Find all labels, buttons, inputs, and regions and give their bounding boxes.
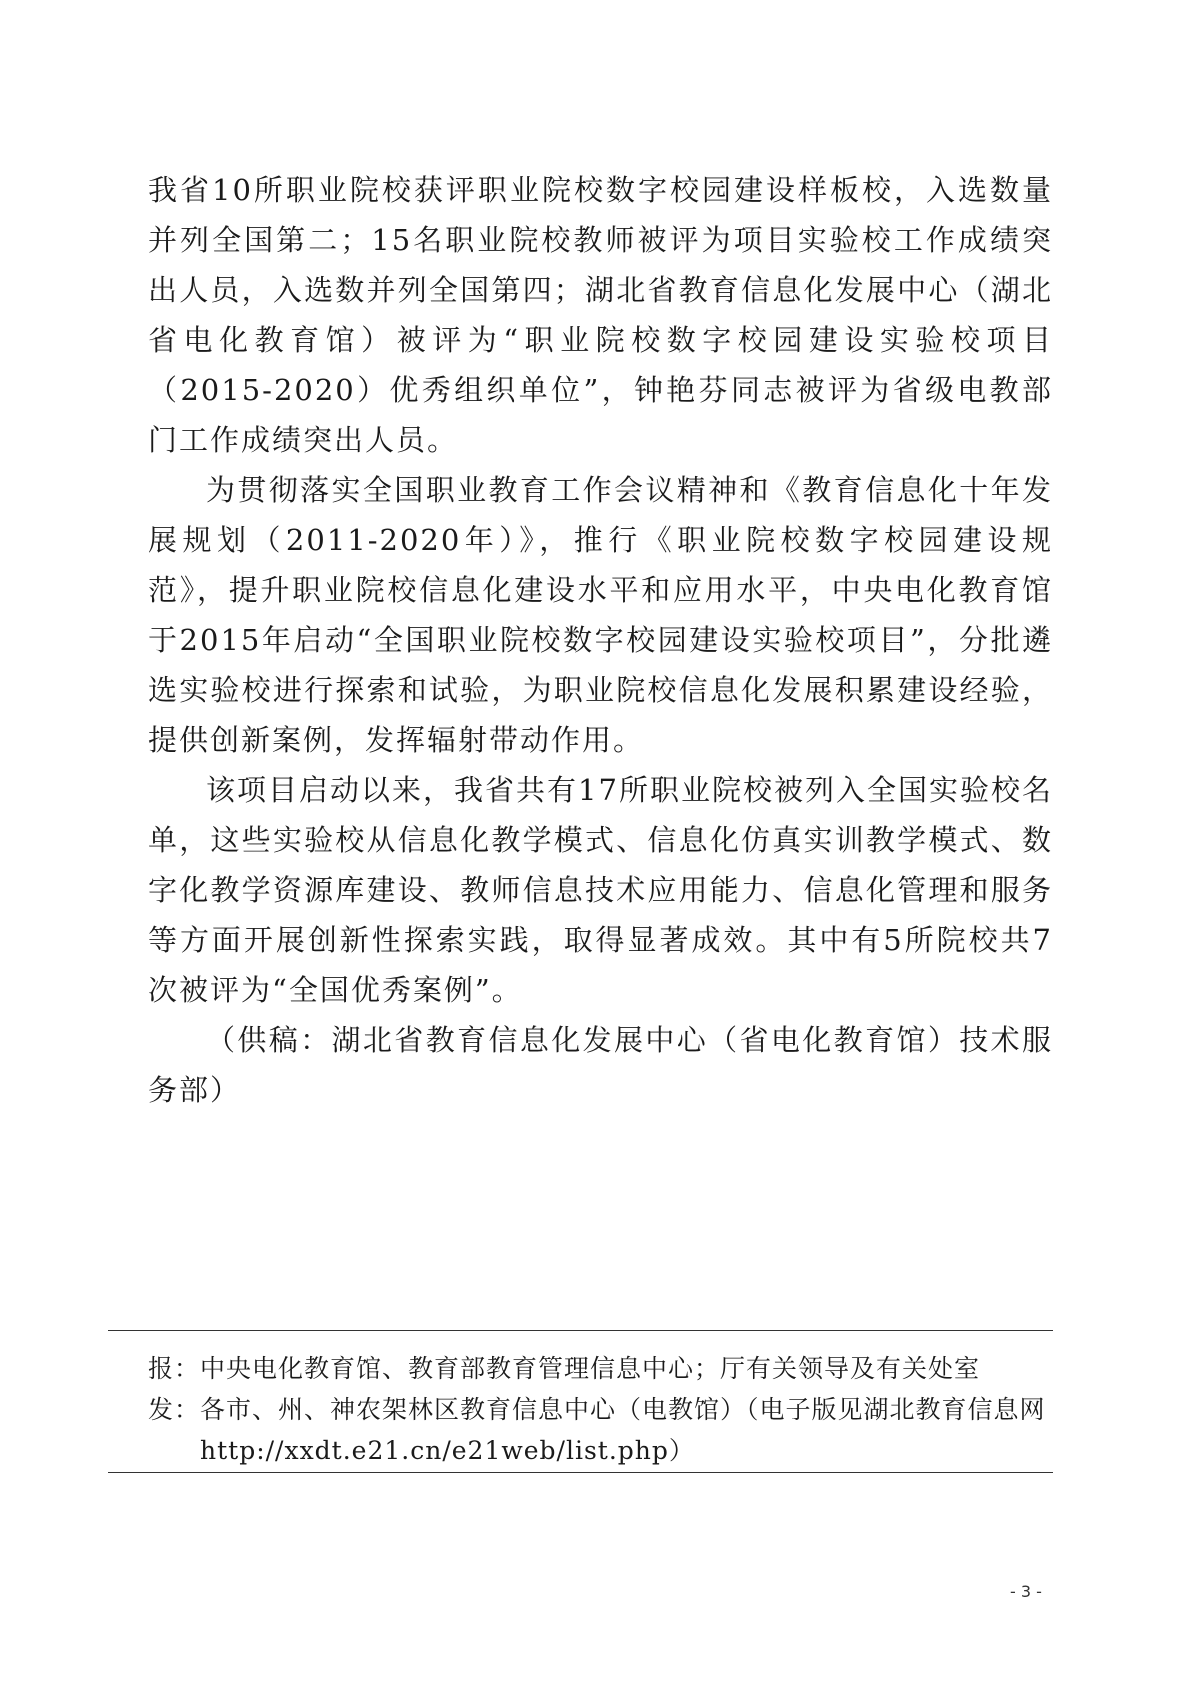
paragraph-awards: 我省10所职业院校获评职业院校数字校园建设样板校，入选数量并列全国第二；15名职业院校教师被评为项目实验校工作成绩突出人员，入选数并列全国第四；湖北省教育信息化发展中心（湖北省电化教育馆）被评为“职业院校数字校园建设实验校项目（2015-2020）优秀组织单位”，钟艳芬同志被评为省级电教部门工作成绩突出人员。 [148,173,1053,457]
report-to-line: 报：中央电化教育馆、教育部教育管理信息中心；厅有关领导及有关处室 [148,1354,981,1383]
page-number: - 3 - [1010,1582,1042,1601]
distribution-block [148,1348,1053,1471]
paragraph-background: 为贯彻落实全国职业教育工作会议精神和《教育信息化十年发展规划（2011-2020年）》，推行《职业院校数字校园建设规范》，提升职业院校信息化建设水平和应用水平，中央电化教育馆于2015年启动“全国职业院校数字校园建设实验校项目”，分批遴选实验校进行探索和试验，为职业院校信息化发展积累建设经验，提供创新案例，发挥辐射带动作用。 [148,473,1053,757]
paragraph-results: 该项目启动以来，我省共有17所职业院校被列入全国实验校名单，这些实验校从信息化教学模式、信息化仿真实训教学模式、数字化教学资源库建设、教师信息技术应用能力、信息化管理和服务等方面开展创新性探索实践，取得显著成效。其中有5所院校共7次被评为“全国优秀案例”。 [148,773,1053,1007]
distribution-bottom-rule [108,1472,1053,1473]
contributor-signature: （供稿：湖北省教育信息化发展中心（省电化教育馆）技术服务部） [148,1023,1053,1107]
send-to-line: 发：各市、州、神农架林区教育信息中心（电教馆）（电子版见湖北教育信息网 [148,1395,1046,1424]
distribution-top-rule [108,1330,1053,1331]
website-url-line: http://xxdt.e21.cn/e21web/list.php） [200,1436,695,1465]
article-body [148,165,1053,1115]
